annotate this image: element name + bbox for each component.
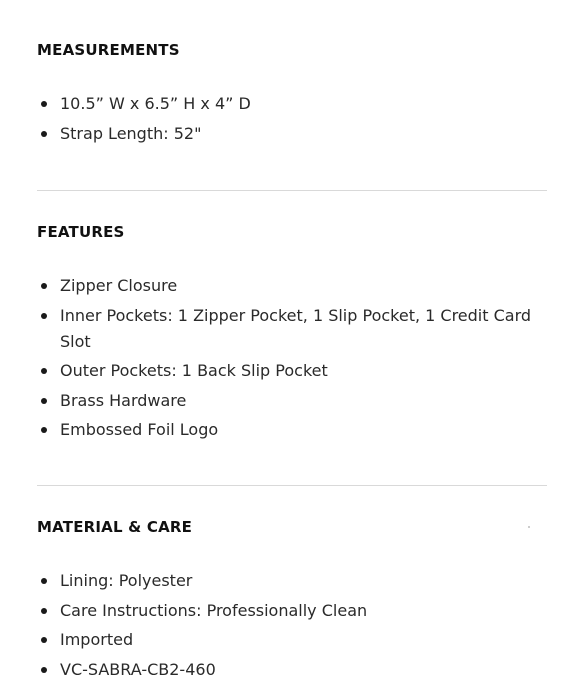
list-item: Strap Length: 52": [37, 121, 547, 147]
divider: [37, 190, 547, 191]
section-title-measurements: MEASUREMENTS: [37, 41, 180, 59]
decorative-dot: [528, 526, 530, 528]
measurements-list: [37, 91, 547, 150]
features-list: [37, 273, 537, 447]
section-title-features: FEATURES: [37, 223, 125, 241]
section-title-material-care: MATERIAL & CARE: [37, 518, 193, 536]
list-item: Lining: Polyester: [37, 568, 547, 594]
list-item: Brass Hardware: [37, 388, 537, 414]
list-item: Inner Pockets: 1 Zipper Pocket, 1 Slip Pocket, 1 Credit Card Slot: [37, 303, 537, 355]
material-care-list: [37, 568, 547, 686]
list-item: Outer Pockets: 1 Back Slip Pocket: [37, 358, 537, 384]
list-item: VC-SABRA-CB2-460: [37, 657, 547, 683]
list-item: Zipper Closure: [37, 273, 537, 299]
list-item: Embossed Foil Logo: [37, 417, 537, 443]
list-item: Care Instructions: Professionally Clean: [37, 598, 547, 624]
list-item: 10.5” W x 6.5” H x 4” D: [37, 91, 547, 117]
list-item: Imported: [37, 627, 547, 653]
divider: [37, 485, 547, 486]
